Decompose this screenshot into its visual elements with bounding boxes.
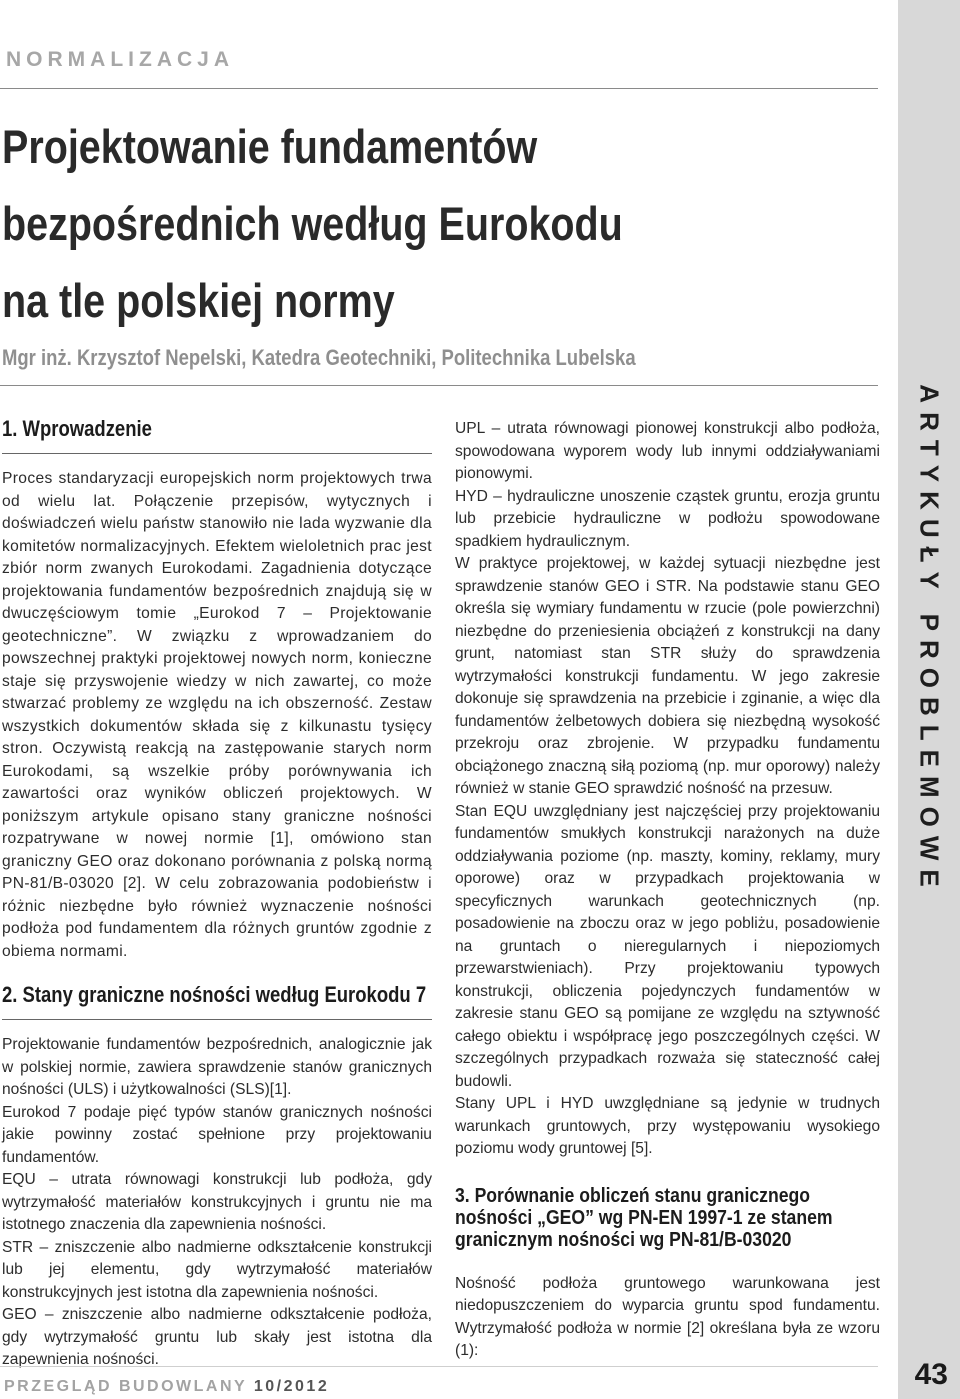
page-number: 43 — [914, 1358, 948, 1391]
journal-title: PRZEGLĄD BUDOWLANY — [4, 1378, 247, 1395]
header-divider — [0, 88, 878, 89]
section-2-heading: 2. Stany graniczne nośności według Eurokodu 7 — [2, 982, 427, 1007]
article-title — [2, 108, 724, 339]
section-3-paragraph: Nośność podłoża gruntowego warunkowana jest niedopuszczeniem do wyparcia gruntu spod fundamentu. Wytrzymałość podłoża w normie [2] określana była ze wzoru (1): — [455, 1274, 880, 1359]
section-2-paragraph: UPL – utrata równowagi pionowej konstrukcji albo podłoża, spowodowana wyporem wody lub innymi oddziaływaniami pionowymi. — [455, 420, 880, 482]
title-line: Projektowanie fundamentów — [2, 120, 538, 173]
journal-issue: 10/2012 — [253, 1378, 330, 1395]
section-2-paragraph: STR – zniszczenie albo nadmierne odkształcenie konstrukcji lub jej elementu, gdy wytrzymałość materiałów konstrukcyjnych jest istotna dla zapewnienia nośności. — [2, 1238, 432, 1301]
author-divider — [0, 385, 878, 386]
section-kicker: NORMALIZACJA — [6, 48, 234, 71]
category-label: ARTYKUŁY PROBLEMOWE — [914, 384, 945, 896]
section-2-paragraph: EQU – utrata równowagi konstrukcji lub podłoża, gdy wytrzymałość materiałów konstrukcyjnych i gruntu nie ma istotnego znaczenia dla zapewnienia nośności. — [2, 1171, 432, 1233]
section-3-heading-line: 3. Porównanie obliczeń stanu granicznego — [455, 1184, 810, 1207]
section-2-paragraph: HYD – hydrauliczne unoszenie cząstek gruntu, erozja gruntu lub przebicie hydrauliczne w podłożu spowodowane spadkiem hydraulicznym. — [455, 487, 880, 550]
section-2-paragraph: W praktyce projektowej, w każdej sytuacji niezbędne jest sprawdzenie stanów GEO i STR. Na podstawie stanu GEO określa się wymiary fundamentu w rzucie (pole powierzchni) niezbędne do przeniesienia obciążeń z konstrukcji na dany grunt, natomiast stan STR służy do sprawdzenia wytrzymałości konstrukcji fundamentu. W jego zakresie dokonuje się sprawdzenia na przebicie i zginanie, a więc dla fundamentów żelbetowych dobiera się niezbędną wysokość przekroju oraz zbrojenie. W przypadku fundamentu obciążonego znaczną siłą poziomą (np. mur oporowy) należy również w stanie GEO sprawdzić nośność na przesuw. — [455, 555, 880, 797]
title-line: bezpośrednich według Eurokodu — [2, 197, 623, 250]
section-3-heading-line: granicznym nośności wg PN-81/B-03020 — [455, 1228, 792, 1251]
section-2-paragraph: Eurokod 7 podaje pięć typów stanów granicznych nośności jakie powinny zostać spełnione przy projektowaniu fundamentów. — [2, 1103, 432, 1166]
author-line: Mgr inż. Krzysztof Nepelski, Katedra Geotechniki, Politechnika Lubelska — [2, 345, 636, 370]
right-column — [455, 418, 880, 1363]
section-1-paragraph: Proces standaryzacji europejskich norm projektowych trwa od wielu lat. Połączenie przepisów, wytycznych i doświadczeń wielu państw stanowiło nie lada wyzwanie dla komitetów normalizacyjnych. Efektem wieloletnich prac jest zbiór norm zwanych Eurokodami. Zagadnienia dotyczące projektowania fundamentów bezpośrednich znajdują się w dwuczęściowym tomie „Eurokod 7 – Projektowanie geotechniczne”. W związku z wprowadzaniem do powszechnej praktyki projektowej nowych norm, konieczne staje się przyswojenie wiedzy w nich zawartej, co może stwarzać problemy ze względu na ich obszerność. Zestaw wszystkich dokumentów składa się z kilkunastu tysięcy stron. Oczywistą reakcją na zastępowanie starych norm Eurokodami, są wszelkie próby porównywania ich zawartości oraz wyników obliczeń projektowych. W poniższym artykule opisano stany graniczne nośności rozpatrywane w nowej normie [1], omówiono stan graniczny GEO oraz dokonano porównania z polską normą PN-81/B-03020 [2]. W celu zobrazowania podobieństw i różnic niezbędne było również wyznaczenie nośności podłoża pod fundamentem dla różnych gruntów zgodnie z obiema normami. — [2, 470, 432, 960]
section-2-paragraph: Stan EQU uwzględniany jest najczęściej przy projektowaniu fundamentów smukłych konstrukcji narażonych na duże oddziaływania poziome (np. maszty, kominy, reklamy, mury oporowe) oraz w przypadkach projektowania w specyficznych warunkach geotechnicznych (np. posadowienie na zboczu oraz w jego pobliżu, posadowienie na gruntach o nieregularnych i niepoziomych przewarstwieniach). Przy projektowaniu typowych konstrukcji, obliczenia pojedynczych fundamentów w zakresie stanu GEO są pomijane ze względu na sztywność całego obiektu i współpracę jego poszczególnych części. W szczególnych przypadkach rozważa się stateczność całej budowli. — [455, 802, 880, 1090]
left-column — [2, 415, 432, 1372]
section-3-heading-line: nośności „GEO” wg PN-EN 1997-1 ze stanem — [455, 1206, 833, 1229]
section-2-paragraph: Stany UPL i HYD uwzględniane są jedynie w trudnych warunkach gruntowych, przy występowaniu wysokiego poziomu wody gruntowej [5]. — [455, 1095, 880, 1157]
title-line: na tle polskiej normy — [2, 274, 395, 327]
section-1-rule — [2, 453, 432, 454]
section-1-heading: 1. Wprowadzenie — [2, 416, 152, 441]
journal-name — [4, 1378, 329, 1396]
footer-divider — [0, 1366, 878, 1367]
section-2-paragraph: GEO – zniszczenie albo nadmierne odkształcenie podłoża, gdy wytrzymałość gruntu lub skały jest istotna dla zapewnienia nośności. — [2, 1306, 432, 1368]
section-2-rule — [2, 1019, 432, 1020]
section-3-heading — [455, 1185, 869, 1251]
section-2-paragraph: Projektowanie fundamentów bezpośrednich, analogicznie jak w polskiej normie, zawiera sprawdzenie stanów granicznych nośności (ULS) i użytkowalności (SLS)[1]. — [2, 1036, 432, 1098]
